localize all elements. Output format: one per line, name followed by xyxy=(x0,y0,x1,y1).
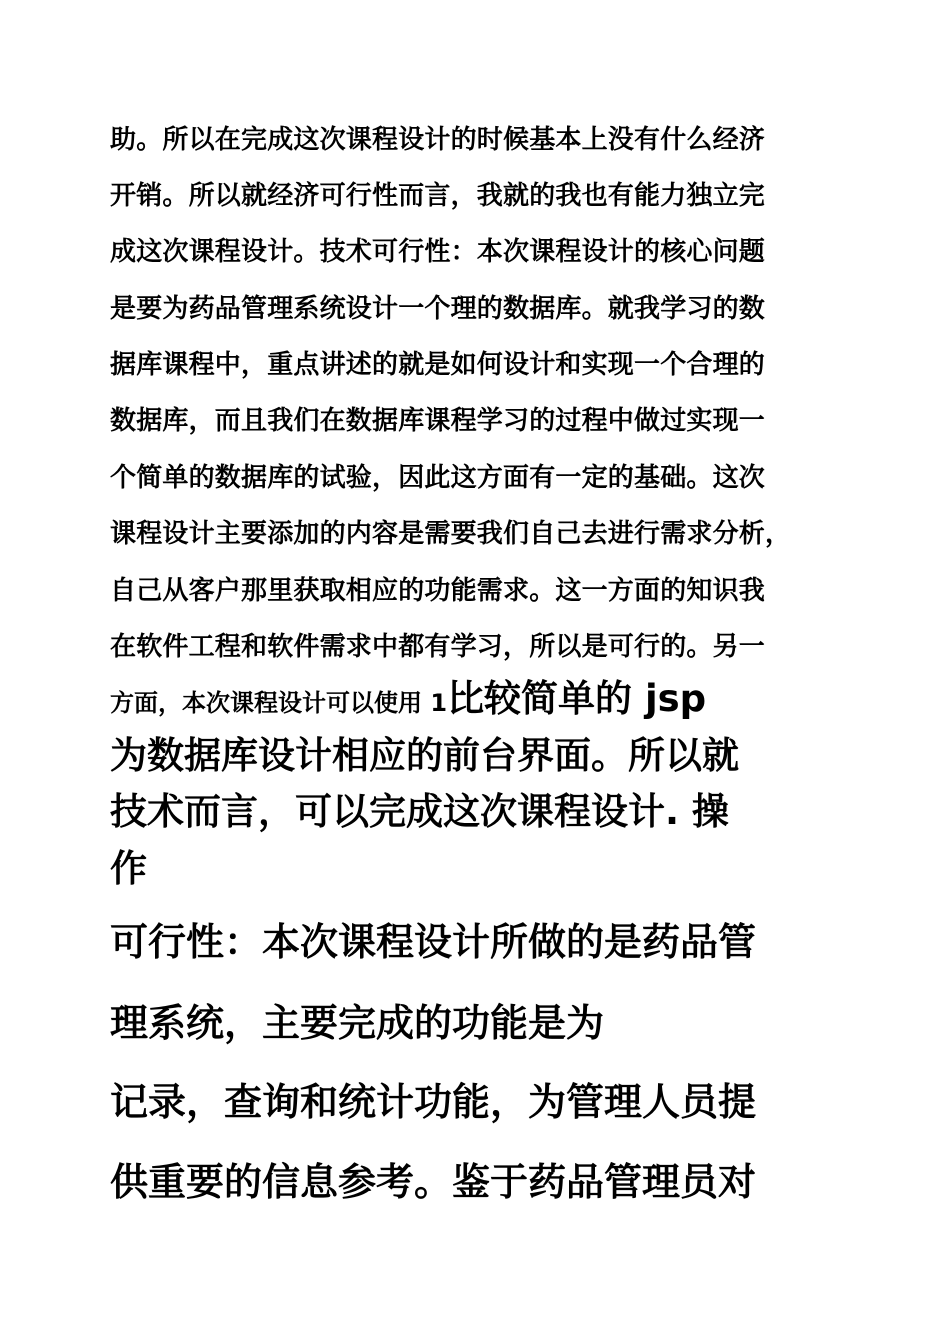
text-line: 理系统，主要完成的功能是为 xyxy=(110,1001,605,1045)
text-line: 供重要的信息参考。鉴于药品管理员对 xyxy=(110,1160,757,1204)
text-line: 是要为药品管理系统设计一个理的数据库。就我学习的数 xyxy=(110,294,766,324)
text-line: 课程设计主要添加的内容是需要我们自己去进行需求分析， xyxy=(110,519,792,549)
text-line: 助。所以在完成这次课程设计的时候基本上没有什么经济 xyxy=(110,125,766,155)
mixed-small-text: 方面，本次课程设计可以使用 1 xyxy=(110,689,448,717)
text-line: 可行性：本次课程设计所做的是药品管 xyxy=(110,920,757,964)
text-line: 据库课程中，重点讲述的就是如何设计和实现一个合理的 xyxy=(110,350,766,380)
text-line: 成这次课程设计。技术可行性：本次课程设计的核心问题 xyxy=(110,237,766,267)
text-line: 在软件工程和软件需求中都有学习，所以是可行的。另一 xyxy=(110,632,766,662)
text-line: 自己从客户那里获取相应的功能需求。这一方面的知识我 xyxy=(110,576,766,606)
text-line: 记录，查询和统计功能，为管理人员提 xyxy=(110,1080,757,1124)
text-line: 个简单的数据库的试验，因此这方面有一定的基础。这次 xyxy=(110,463,766,493)
text-line: 开销。所以就经济可行性而言，我就的我也有能力独立完 xyxy=(110,181,766,211)
text-line: 技术而言，可以完成这次课程设计. 操 xyxy=(110,790,729,833)
mixed-large-text: 比较简单的 jsp xyxy=(447,677,707,720)
text-line: 为数据库设计相应的前台界面。所以就 xyxy=(110,734,739,777)
mixed-text-line xyxy=(110,677,707,720)
text-line: 作 xyxy=(110,847,147,890)
text-line: 数据库，而且我们在数据库课程学习的过程中做过实现一 xyxy=(110,406,766,436)
